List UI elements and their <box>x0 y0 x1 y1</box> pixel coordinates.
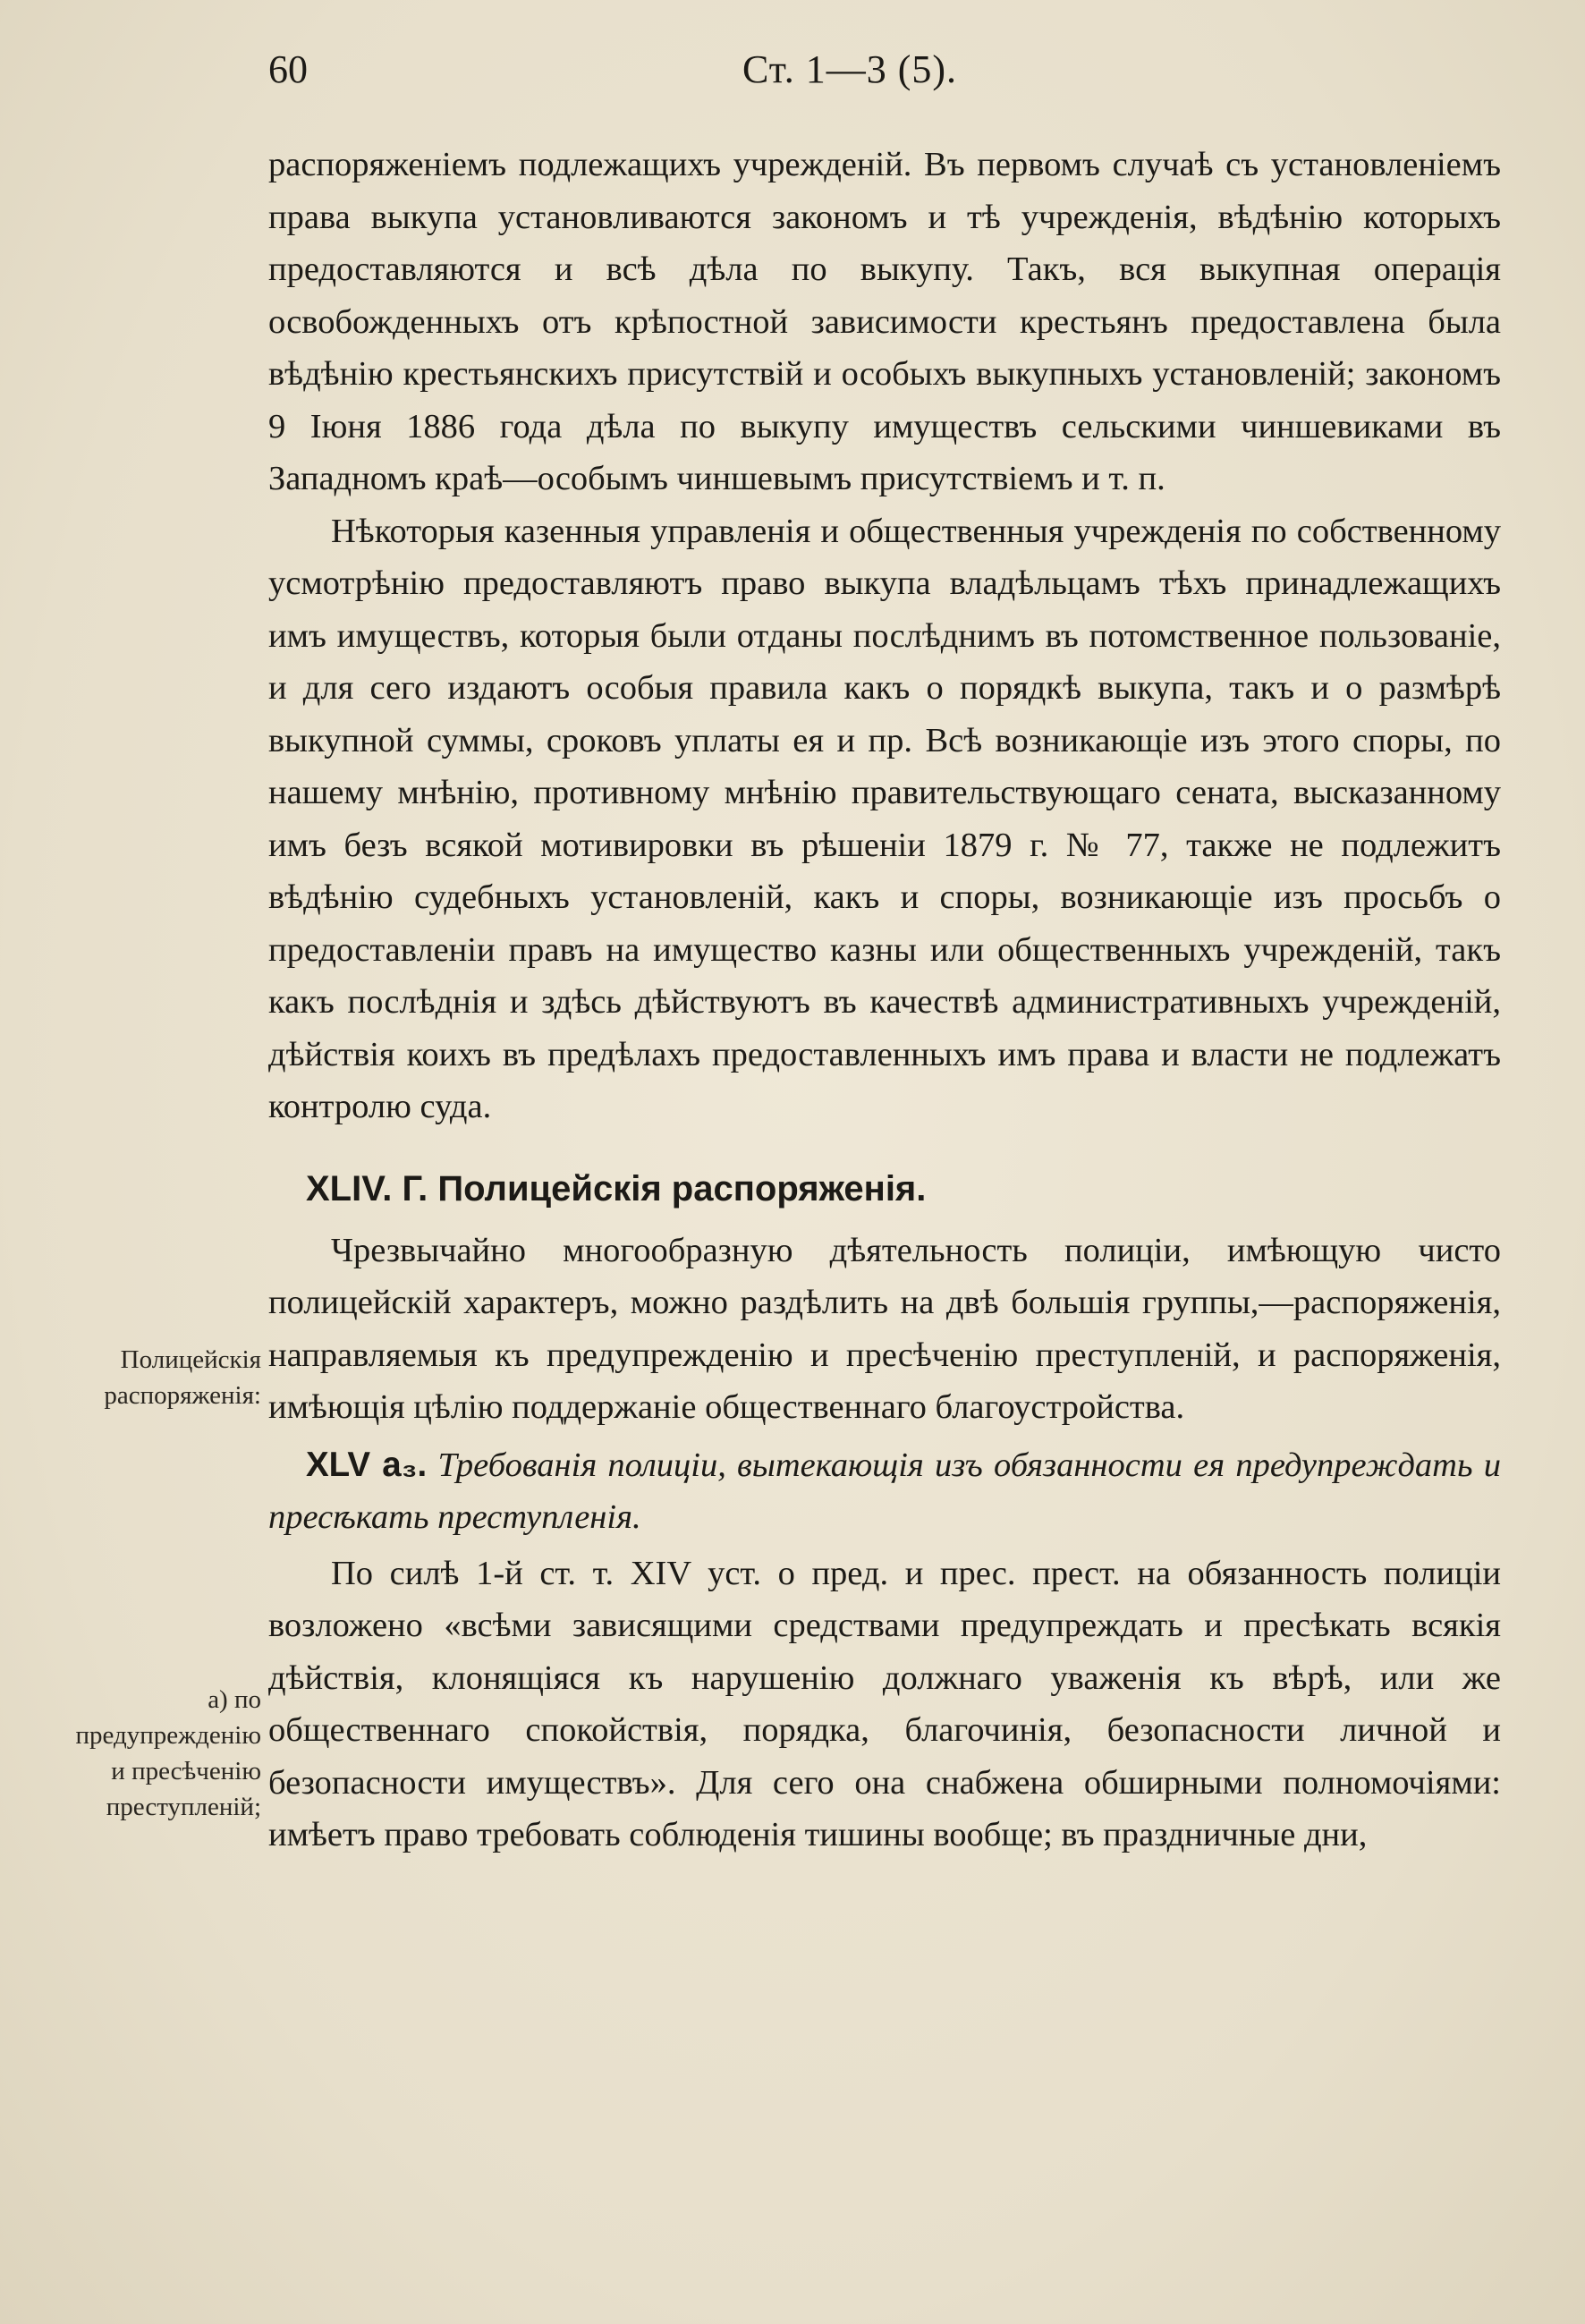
paragraph-continuation: распоряженіемъ подлежащихъ учрежденій. Въ первомъ случаѣ съ установленіемъ права выкупа установливаются закономъ и тѣ учрежденія, вѣдѣнію которыхъ предоставляются и всѣ дѣла по выкупу. Такъ, вся выкупная операція освобожденныхъ отъ крѣпостной зависимости крестьянъ предоставлена была вѣдѣнію крестьянскихъ присутствій и особыхъ выкупныхъ установленій; закономъ 9 Іюня 1886 года дѣла по выкупу имуществъ сельскими чиншевиками въ Западномъ краѣ—особымъ чиншевымъ присутствіемъ и т. п. <box>268 146 1501 497</box>
section-heading: XLIV. Г. Полицейскія распоряженія. <box>306 1168 927 1209</box>
paragraph-state-administrations: Нѣкоторыя казенныя управленія и общественныя учрежденія по собственному усмотрѣнію предоставляютъ право выкупа владѣльцамъ тѣхъ принадлежащихъ имъ имуществъ, которыя были отданы послѣднимъ въ потомственное пользованіе, и для сего издаютъ особыя правила какъ о порядкѣ выкупа, такъ и о размѣрѣ выкупной суммы, сроковъ уплаты ея и пр. Всѣ возникающіе изъ этого споры, по нашему мнѣнію, противному мнѣнію правительствующаго сената, высказанному имъ безъ всякой мотивировки въ рѣшеніи 1879 г. № 77, также не подлежитъ вѣдѣнію судебныхъ установленій, какъ и споры, возникающіе изъ просьбъ о предоставленіи правъ на имущество казны или общественныхъ учрежденій, такъ какъ послѣднія и здѣсь дѣйствуютъ въ качествѣ административныхъ учрежденій, дѣйствія коихъ въ предѣлахъ предоставленныхъ имъ права и власти не подлежатъ контролю суда. <box>268 512 1501 1125</box>
page-number: 60 <box>268 47 308 91</box>
subsection-heading <box>268 1439 1501 1544</box>
body-text <box>268 139 1501 1862</box>
paragraph-police-duties: По силѣ 1-й ст. т. XIV уст. о пред. и прес. прест. на обязанность полиціи возложено «всѣми зависящими средствами предупреждать и пресѣкать всякія дѣйствія, клонящіяся къ нарушенію должнаго уваженія къ вѣрѣ, или же общественнаго спокойствія, порядка, благочинія, безопасности личной и безопасности имуществъ». Для сего она снабжена обширными полномочіями: имѣетъ право требовать соблюденія тишины вообще; въ праздничные дни, <box>268 1554 1501 1853</box>
margin-note-police-orders: Полицейскія распоряженія: <box>104 1345 261 1410</box>
paragraph-police-activity: Чрезвычайно многообразную дѣятельность полиціи, имѣющую чисто полицейскій характеръ, можно раздѣлить на двѣ большія группы,—распоряженія, направляемыя къ предупрежденію и пресѣченію преступленій, и распоряженія, имѣющія цѣлію поддержаніе общественнаго благоустройства. <box>268 1231 1501 1426</box>
margin-note-prevention: а) по предупрежденію и пресѣченію преступленій; <box>75 1685 261 1821</box>
subsection-title: Требованія полиціи, вытекающія изъ обязанности ея предупреждать и пресѣкать преступленія. <box>268 1446 1501 1536</box>
running-head: Ст. 1—3 (5). <box>742 47 957 91</box>
subsection-number: XLV а₃. <box>306 1445 428 1484</box>
page-header <box>268 47 1503 109</box>
